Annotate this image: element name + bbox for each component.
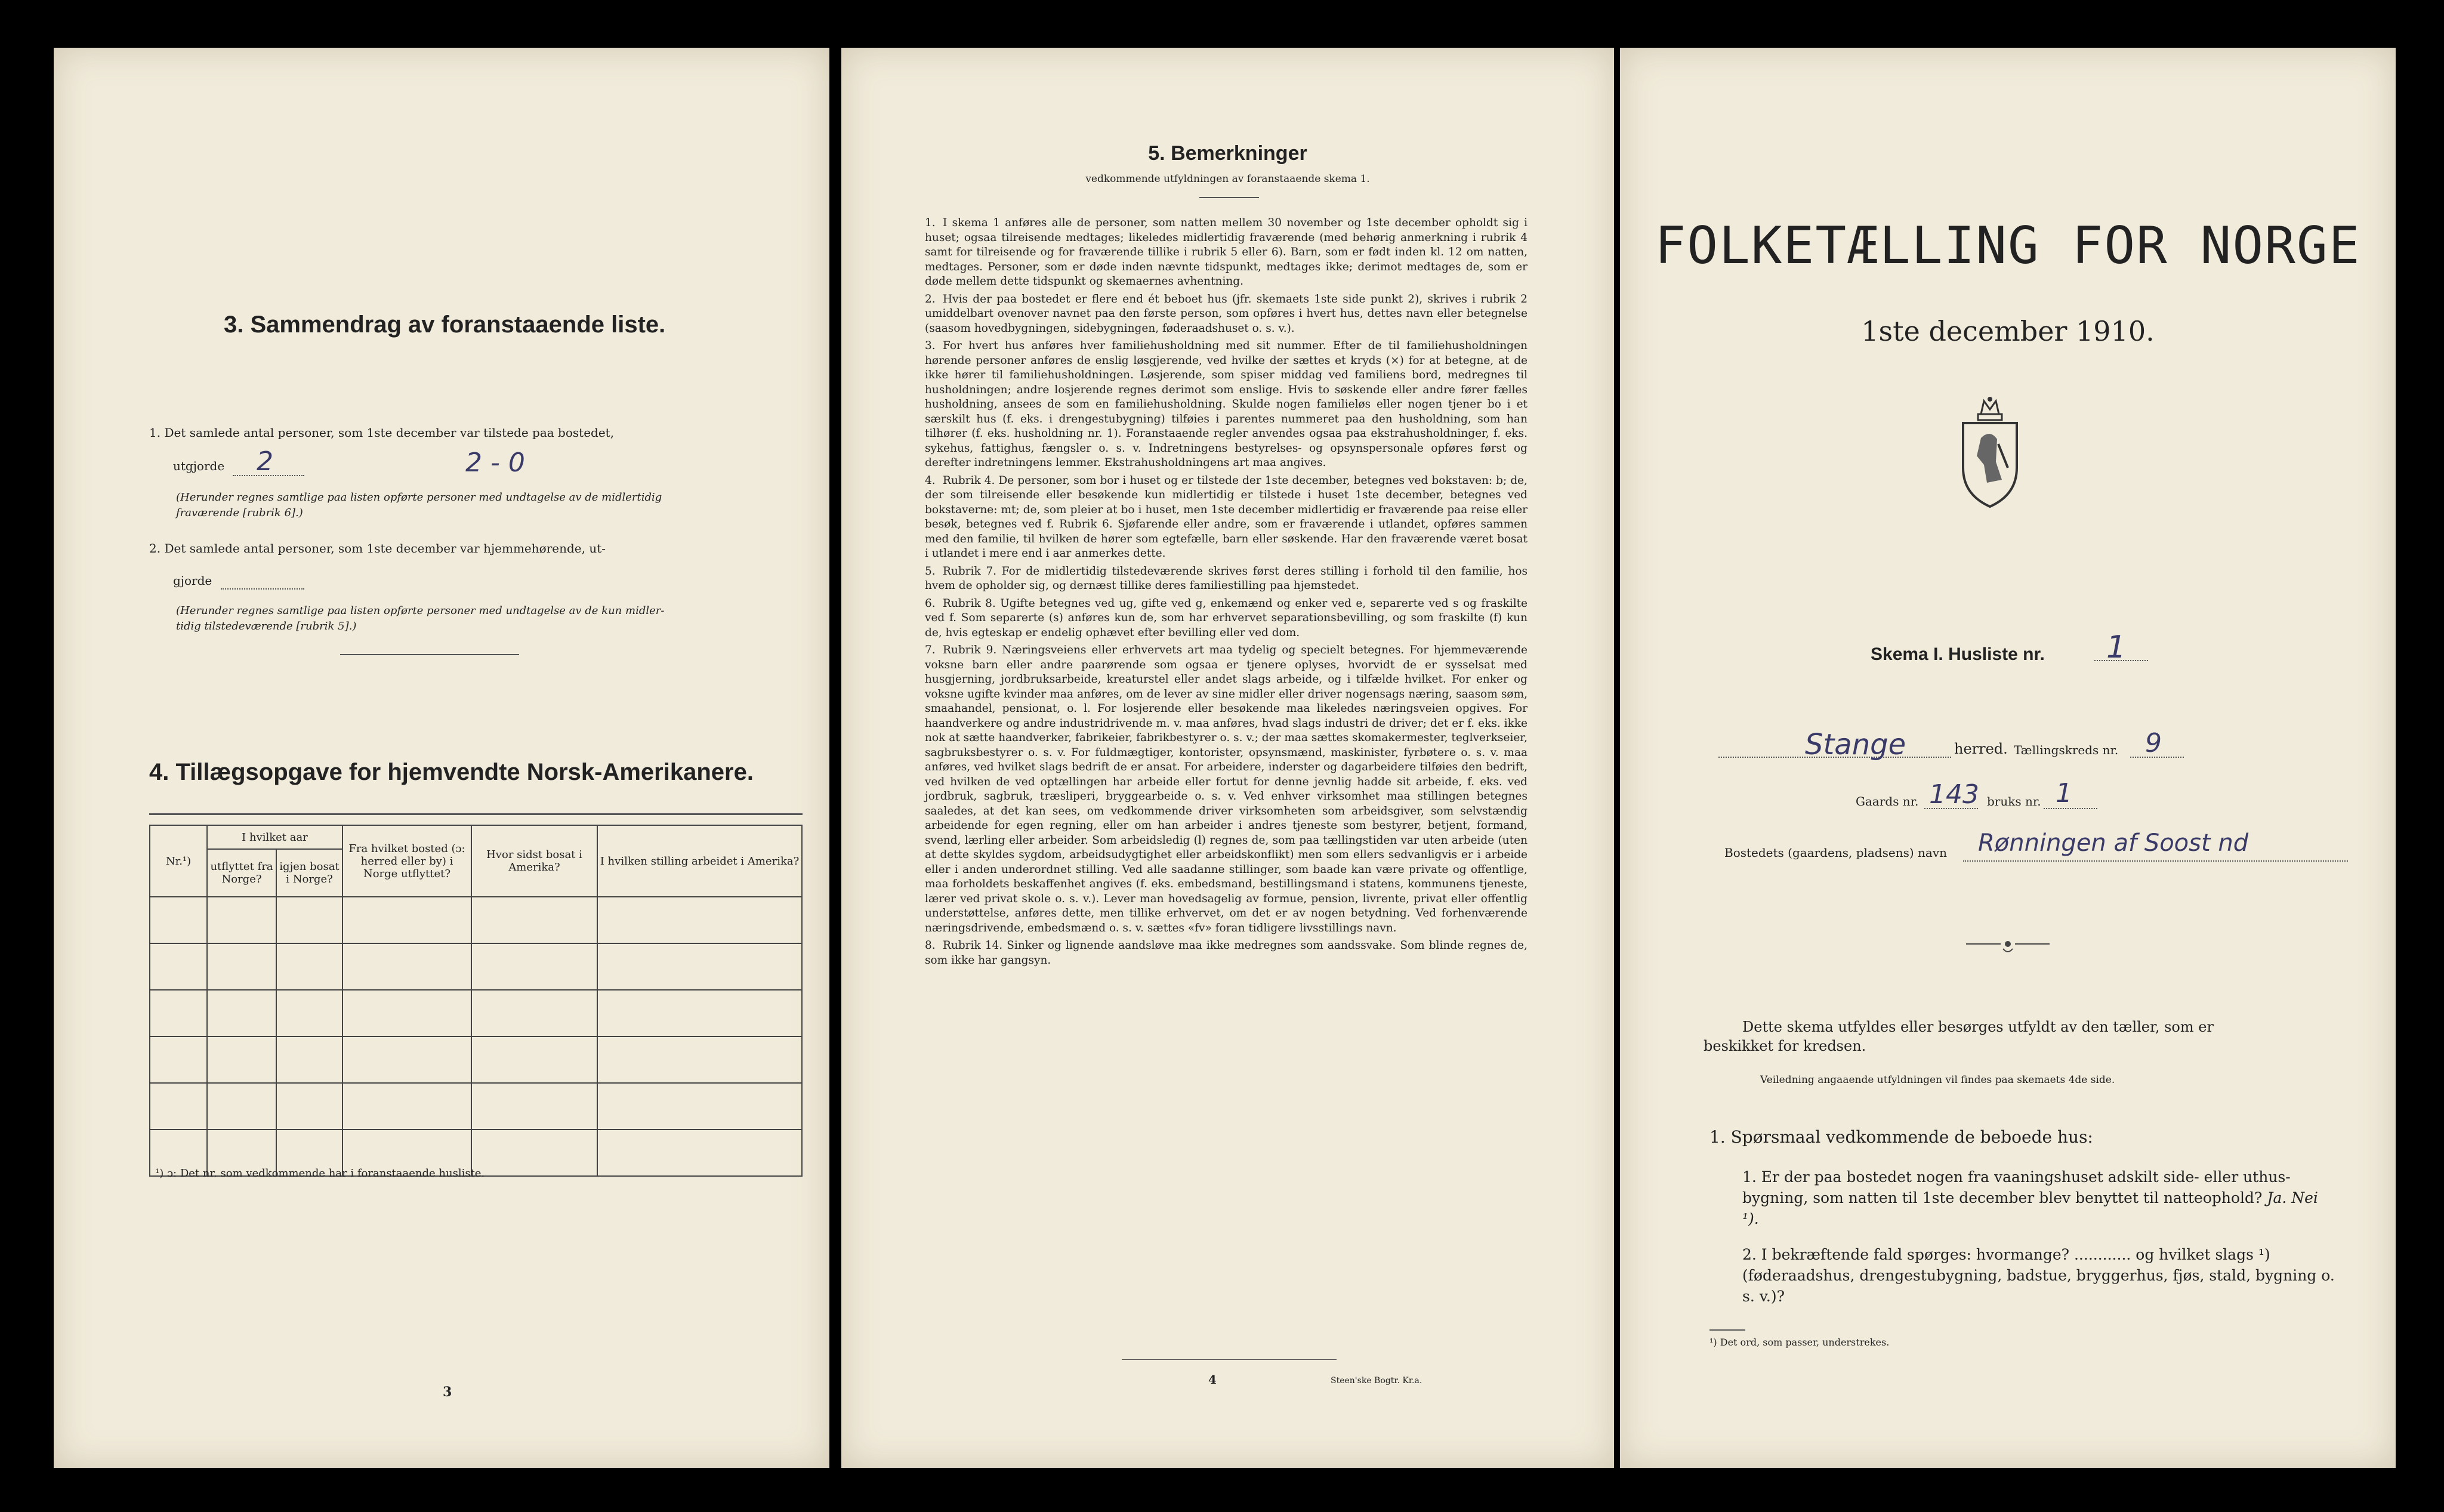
section-3-title: 3. Sammendrag av foranstaaende liste. [224, 311, 666, 338]
col-nr: Nr.¹) [150, 825, 207, 897]
footnote: ¹) Det ord, som passer, understrekes. [1709, 1337, 1890, 1348]
divider [340, 654, 519, 655]
ornament-icon [1966, 937, 2050, 955]
list-item: 6. Rubrik 8. Ugifte betegnes ved ug, gifte ved g, enkemænd og enker ved e, separerte ved s og fraskilte ved f. Som separerte (s) anføres kun de, som har erhvervet separationsbevilling, og som fraskilte (f) kun de, hvis egteskap er endelig ophævet efter bevilling eller ved dom. [925, 597, 1528, 639]
list-item: 4. Rubrik 4. De personer, som bor i huset og er tilstede der 1ste december, betegnes ved bokstaven: b; de, der som tilreisende eller besøkende kun midlertidig er tilstede i huset 1ste december, betegnes ved bokstaverne: mt; de, som pleier at bo i huset, men 1ste december midlertidig er fraværende paa reise eller besøk, betegnes ved f. Rubrik 6. Sjøfarende eller andre, som er fraværende i utlandet, opføres sammen med den familie, til hvilken de hører som egtefælle, barn eller søskende. Har den fraværende været bosat i utlandet i mere end i aar anmerkes dette. [925, 474, 1528, 560]
question-1-answer: Ja. Nei ¹). [1742, 1189, 2318, 1227]
list-item: 7. Rubrik 9. Næringsveiens eller erhvervets art maa tydelig og specielt betegnes. For hjemmeværende voksne barn eller andre paarørende som ogsaa er tjenere oplyses, hvorvidt de er sysselsat med husgjerning, jordbruksarbeide, kreaturstel eller andet slags arbeide, og i tilfælde hvilket. For enker og voksne ugifte kvinder maa anføres, om de lever av sine midler eller driver nogensags næring, saasom søm, smaahandel, pensionat, o. l. For losjerende eller besøkende maa likeledes næringsveien opgives. For haandverkere og andre industridrivende m. v. maa anføres, hvad slags industri de driver; det er f. eks. ikke nok at sætte haandverker, fabrikeier, fabrikbestyrer o. s. v.; der maa sættes skomakermester, teglverkseier, sagbruksbestyrer o. s. v. For fuldmægtiger, kontorister, opsynsmænd, maskinister, fyrbøtere o. s. v. maa anføres, ved hvilket slags bedrift de er ansat. For arbeidere, inderster og dagarbeidere tilføies den bedrift, ved hvilken de ved optællingen har arbeide eller fortut for denne jevnlig hadde sit arbeide, f. eks. ved jordbruk, sagbruk, træsliperi, bryggearbeide o. s. v. Ved enhver virksomhet maa stillingen betegnes saaledes, at det kan sees, om vedkommende driver virksomheten som arbeidsgiver, som selvstændig arbeidende for egen regning, eller om han arbeider i andres tjeneste som bestyrer, betjent, formand, svend, lærling eller arbeider. Som arbeidsledig (l) regnes de, som paa tællingstiden var uten arbeide (uten at dette skyldes sygdom, arbeidsudygtighet eller arbeidskonflikt) men som ellers sedvanligvis er i arbeide eller i anden underordnet stilling. Ved alle saadanne stillinger, som baade kan være private og offentlige, maa forholdets beskaffenhet angives (f. eks. embedsmand, bestillingsmand i statens, kommunens tjeneste, lærer ved privat skole o. s. v.). Lever man hovedsagelig av formue, pension, livrente, privat eller offentlig understøttelse, anføres dette, men tillike erhvervet, om det er av nogen betydning. Ved forhenværende næringsdrivende, embedsmænd o. s. v. sættes «fv» foran tidligere livsstillings navn. [925, 644, 1528, 934]
table-row [150, 943, 802, 990]
item-1-text: 1. Det samlede antal personer, som 1ste december var tilstede paa bostedet, [149, 425, 615, 440]
divider [1122, 1359, 1337, 1360]
bosted-label: Bostedets (gaardens, pladsens) navn [1724, 846, 1947, 860]
gaards-label: Gaards nr. [1856, 794, 1919, 809]
list-item: 1. I skema 1 anføres alle de personer, som natten mellem 30 november og 1ste december opholdt sig i huset; ogsaa tilreisende medtages; likeledes midlertidig fraværende (med behørig anmerkning i rubrik 4 samt for tilreisende og for fraværende tillike i rubrik 5 eller 6). Barn, som er født inden kl. 12 om natten, medtages. Personer, som er døde inden nævnte tidspunkt, medtages ikke; derimot medtages de, som er døde mellem dette tidspunkt og skemaernes avhentning. [925, 217, 1528, 288]
section-4-title: 4. Tillægsopgave for hjemvendte Norsk-Amerikanere. [149, 759, 754, 785]
question-2: 2. I bekræftende fald spørges: hvormange? ............ og hvilket slags ¹) (føderaadshus, drengestubygning, badstue, bryggerhus, fjøs, stald, bygning o. s. v.)? [1742, 1246, 2335, 1305]
questions-heading: 1. Spørsmaal vedkommende de beboede hus: [1709, 1127, 2093, 1147]
table-row [150, 897, 802, 943]
item-2-dotline [221, 588, 304, 590]
page-number: 3 [443, 1384, 452, 1400]
norway-coat-of-arms-icon [1954, 396, 2026, 510]
item-2-note-a: (Herunder regnes samtlige paa listen opførte personer med undtagelse av de kun midler- [176, 604, 665, 617]
notes-list [925, 216, 1528, 971]
page-number: 4 [1208, 1372, 1217, 1387]
herred-label: herred. [1954, 740, 2008, 757]
item-2-note-b: tidig tilstedeværende [rubrik 5].) [176, 620, 357, 632]
skema-label: Skema I. Husliste nr. [1871, 644, 2045, 664]
census-date: 1ste december 1910. [1861, 315, 2155, 347]
item-2-utgjorde-label: gjorde [173, 573, 212, 588]
item-1-hand-extra: 2 - 0 [465, 448, 525, 478]
page-4 [841, 48, 1614, 1468]
norsk-amerikanere-table [149, 825, 803, 1177]
col-hvor-sidst: Hvor sidst bosat i Amerika? [471, 825, 597, 897]
table-row [150, 1083, 802, 1130]
tellingskreds-label: Tællingskreds nr. [2014, 743, 2119, 757]
bemerkninger-subtitle: vedkommende utfyldningen av foranstaaende skema 1. [1085, 173, 1370, 185]
husliste-number: 1 [2106, 630, 2127, 665]
item-1-dotline [233, 475, 304, 476]
item-1-utgjorde-label: utgjorde [173, 459, 225, 473]
col-fra-hvilket-bosted: Fra hvilket bosted (ɔ: herred eller by) i Norge utflyttet? [342, 825, 471, 897]
instruction-line-2: beskikket for kredsen. [1704, 1038, 1866, 1054]
main-title: FOLKETÆLLING FOR NORGE [1655, 216, 2361, 276]
instruction-line-1: Dette skema utfyldes eller besørges utfyldt av den tæller, som er [1742, 1019, 2214, 1035]
col-stilling: I hvilken stilling arbeidet i Amerika? [597, 825, 802, 897]
printer-imprint: Steen'ske Bogtr. Kr.a. [1331, 1376, 1422, 1386]
herred-value: Stange [1805, 728, 1906, 761]
item-2-text: 2. Det samlede antal personer, som 1ste december var hjemmehørende, ut- [149, 541, 606, 556]
item-1-hand-value: 2 [257, 446, 273, 477]
page-1-cover [1620, 48, 2396, 1468]
question-1: 1. Er der paa bostedet nogen fra vaaningshuset adskilt side- eller uthus-bygning, som natten til 1ste december blev benyttet til natteophold? Ja. Nei ¹). [1742, 1168, 2318, 1227]
table-row [150, 990, 802, 1036]
col-utflyttet: utflyttet fra Norge? [207, 849, 276, 897]
table-row [150, 1036, 802, 1083]
bemerkninger-title: 5. Bemerkninger [1148, 142, 1307, 165]
bruks-value: 1 [2056, 778, 2072, 809]
list-item: 5. Rubrik 7. For de midlertidig tilstedeværende skrives først deres stilling i forhold til den familie, hos hvem de opholder sig, og dernæst tillike deres familiestilling paa hjemstedet. [925, 564, 1528, 592]
list-item: 8. Rubrik 14. Sinker og lignende aandsløve maa ikke medregnes som aandssvake. Som blinde regnes de, som ikke har gangsyn. [925, 939, 1528, 967]
bruks-label: bruks nr. [1987, 794, 2041, 809]
list-item: 3. For hvert hus anføres hver familiehusholdning med sit nummer. Efter de til familiehusholdningen hørende personer anføres de enslig løsgjerende, ved hvilke der sættes et kryds (×) for at betegne, at de ikke hører til familiehusholdningen. Løsjerende, som spiser middag ved familiens bord, medregnes til husholdningen; andre losjerende regnes derimot som enslige. Hvis to søskende eller andre fører fælles husholdning, ansees de som en familiehusholdning. Skulde nogen familieløs eller nogen tjener bo i et særskilt hus (f. eks. i drengestubygning) tilføies i parentes nummeret paa den husholdning, som han tilhører (f. eks. husholdning nr. 1). Foranstaaende regler anvendes ogsaa paa ekstrahusholdninger, f. eks. sykehus, fattighus, fængsler o. s. v. Indretningens bestyrelses- og opsynspersonale opføres først og derefter indretningens lemmer. Ekstrahusholdningens art maa angives. [925, 340, 1528, 469]
bosted-dotline [1963, 860, 2348, 862]
footnote: ¹) ɔ: Det nr. som vedkommende har i foranstaaende husliste. [155, 1167, 485, 1180]
table-top-rule [149, 813, 803, 815]
instruction-small: Veiledning angaaende utfyldningen vil findes paa skemaets 4de side. [1760, 1074, 2115, 1086]
list-item: 2. Hvis der paa bostedet er flere end ét beboet hus (jfr. skemaets 1ste side punkt 2), skrives i rubrik 2 umiddelbart ovenover navnet paa den første person, som opføres i hvert hus, dettes navn eller betegnelse (saasom hovedbygningen, sidebygningen, føderaadshuset o. s. v.). [925, 292, 1528, 335]
divider [1199, 197, 1259, 198]
gaards-value: 143 [1929, 779, 1979, 810]
item-1-note-b: fraværende [rubrik 6].) [176, 507, 303, 519]
footnote-rule [1709, 1329, 1745, 1331]
tellingskreds-value: 9 [2145, 728, 2162, 758]
col-hvilket-aar: I hvilket aar [207, 825, 342, 849]
bosted-value: Rønningen af Soost nd [1978, 829, 2249, 857]
item-1-note-a: (Herunder regnes samtlige paa listen opførte personer med undtagelse av de midlertidig [176, 491, 662, 504]
page-3 [54, 48, 829, 1468]
col-igjen-bosat: igjen bosat i Norge? [276, 849, 342, 897]
